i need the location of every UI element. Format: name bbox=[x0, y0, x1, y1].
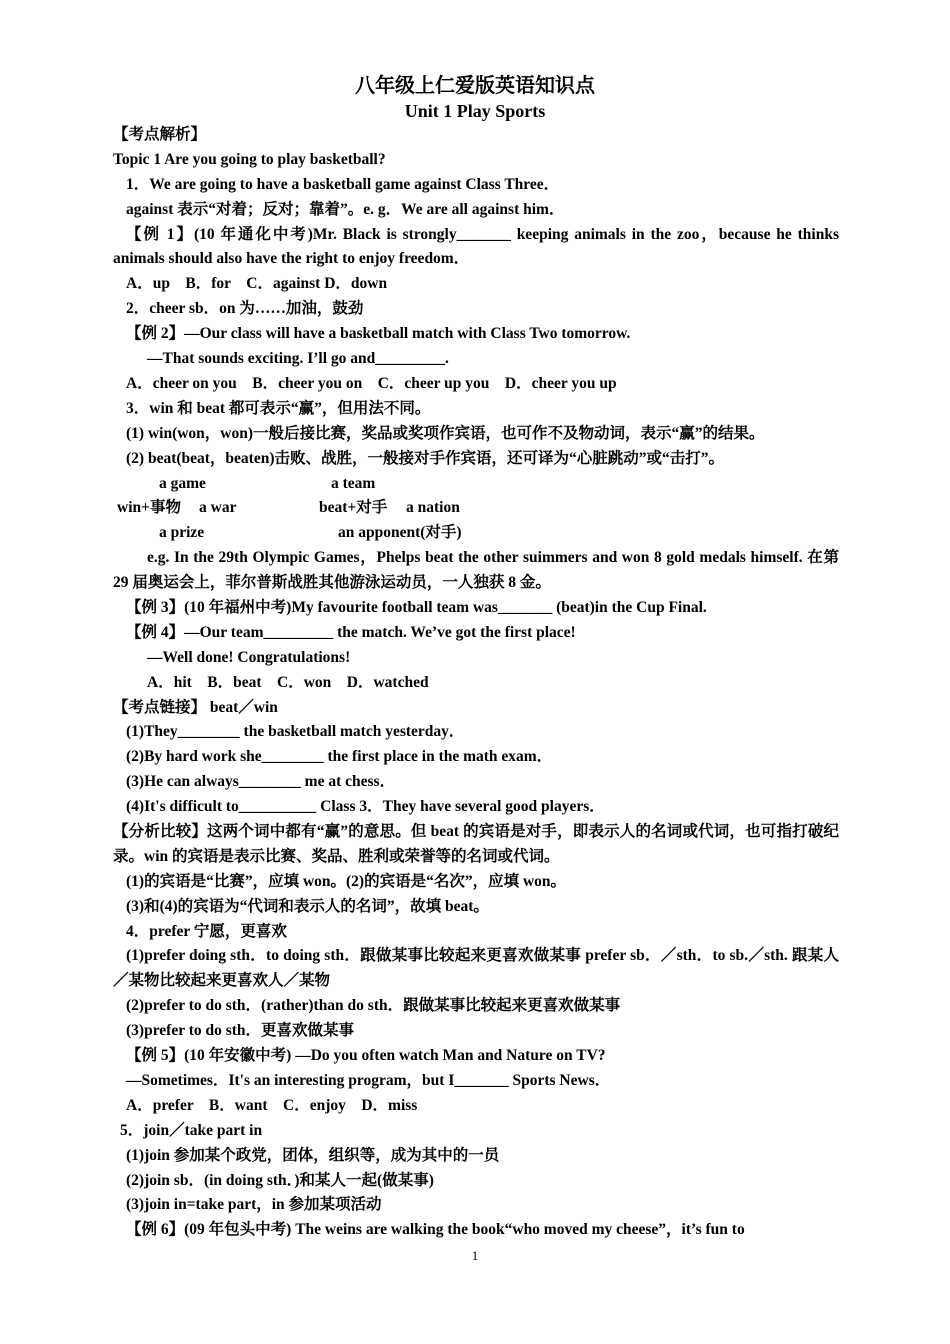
collocation-text: an apponent(对手) bbox=[338, 524, 462, 542]
example-5-options: A．prefer B．want C．enjoy D．miss bbox=[126, 1096, 418, 1114]
collocation-text: beat+对手 bbox=[319, 499, 388, 517]
document-body bbox=[113, 123, 839, 1243]
collocation-text: a war bbox=[199, 499, 237, 517]
analysis-answer-1: (1)的宾语是“比赛”，应填 won。(2)的宾语是“名次”，应填 won。 bbox=[126, 872, 567, 890]
collocation-row-1 bbox=[113, 472, 839, 497]
collocation-text: a nation bbox=[406, 499, 460, 517]
example-4-options: A．hit B．beat C．won D．watched bbox=[147, 673, 429, 691]
example-5-response: —Sometimes．It's an interesting program，but I_______ Sports News． bbox=[126, 1071, 611, 1089]
example-1: 【例 1】(10 年通化中考)Mr. Black is strongly_______ keeping animals in the zoo，because he thinks animals should also have the right to enjoy freedom． bbox=[113, 225, 839, 268]
collocation-text: a team bbox=[331, 474, 376, 492]
point-3-heading: 3．win 和 beat 都可表示“赢”，但用法不同。 bbox=[126, 399, 431, 417]
point-3-beat-usage: (2) beat(beat，beaten)击败、战胜，一般接对手作宾语，还可译为“心脏跳动”或“击打”。 bbox=[126, 449, 725, 467]
page-number: 1 bbox=[471, 1248, 479, 1263]
collocation-text: win+事物 bbox=[117, 499, 181, 517]
collocation-text: a game bbox=[159, 474, 206, 492]
analysis-answer-2: (3)和(4)的宾语为“代词和表示人的名词”，故填 beat。 bbox=[126, 897, 489, 915]
exercise-4: (4)It's difficult to__________ Class 3．They have several good players． bbox=[126, 798, 605, 816]
point-4-usage-1: (1)prefer doing sth．to doing sth．跟做某事比较起来更喜欢做某事 prefer sb．／sth．to sb.／sth. 跟某人／某物比较起来更喜欢人／某物 bbox=[113, 947, 839, 990]
example-2-response: —That sounds exciting. I’ll go and_________. bbox=[147, 350, 449, 368]
example-5-question: 【例 5】(10 年安徽中考) —Do you often watch Man and Nature on TV? bbox=[126, 1047, 606, 1065]
topic-heading: Topic 1 Are you going to play basketball? bbox=[113, 150, 386, 168]
analysis-paragraph: 【分析比较】这两个词中都有“赢”的意思。但 beat 的宾语是对手，即表示人的名词或代词，也可指打破纪录。win 的宾语是表示比赛、奖品、胜利或荣誉等的名词或代词。 bbox=[113, 823, 839, 865]
collocation-row-3 bbox=[113, 521, 839, 546]
point-4-heading: 4．prefer 宁愿，更喜欢 bbox=[126, 922, 287, 940]
collocation-text: a prize bbox=[159, 524, 205, 542]
point-2-heading: 2．cheer sb．on 为……加油，鼓劲 bbox=[126, 300, 364, 318]
collocation-row-2 bbox=[113, 496, 839, 521]
example-3: 【例 3】(10 年福州中考)My favourite football team was_______ (beat)in the Cup Final. bbox=[126, 598, 707, 616]
example-4-response: —Well done! Congratulations! bbox=[147, 648, 351, 666]
point-1-sentence: 1．We are going to have a basketball game against Class Three． bbox=[126, 175, 560, 193]
example-2-question: 【例 2】—Our class will have a basketball match with Class Two tomorrow. bbox=[126, 325, 631, 343]
exercise-3: (3)He can always________ me at chess． bbox=[126, 773, 396, 791]
document-subtitle: Unit 1 Play Sports bbox=[404, 101, 546, 121]
point-5-heading: 5．join／take part in bbox=[120, 1121, 263, 1139]
point-5-usage-1: (1)join 参加某个政党，团体，组织等，成为其中的一员 bbox=[126, 1146, 500, 1164]
link-heading: 【考点链接】 beat／win bbox=[113, 698, 278, 716]
example-4-question: 【例 4】—Our team_________ the match. We’ve got the first place! bbox=[126, 623, 576, 641]
document-title: 八年级上仁爱版英语知识点 bbox=[355, 75, 595, 97]
exercise-2: (2)By hard work she________ the first place in the math exam． bbox=[126, 748, 553, 766]
point-4-usage-3: (3)prefer to do sth．更喜欢做某事 bbox=[126, 1022, 355, 1040]
example-6: 【例 6】(09 年包头中考) The weins are walking the book“who moved my cheese”，it’s fun to bbox=[126, 1221, 745, 1239]
point-3-example-sentence: e.g. In the 29th Olympic Games，Phelps beat the other suimmers and won 8 gold medals himself. 在第 29 届奥运会上，菲尔普斯战胜其他游泳运动员，一人独获 8 金。 bbox=[113, 549, 839, 592]
point-1-explanation: against 表示“对着；反对；靠着”。e. g．We are all against him． bbox=[126, 200, 565, 218]
point-4-usage-2: (2)prefer to do sth．(rather)than do sth．跟做某事比较起来更喜欢做某事 bbox=[126, 997, 621, 1015]
point-5-usage-3: (3)join in=take part，in 参加某项活动 bbox=[126, 1196, 382, 1214]
point-3-win-usage: (1) win(won，won)一般后接比赛，奖品或奖项作宾语，也可作不及物动词，表示“赢”的结果。 bbox=[126, 424, 765, 442]
point-5-usage-2: (2)join sb．(in doing sth．)和某人一起(做某事) bbox=[126, 1171, 434, 1189]
section-heading: 【考点解析】 bbox=[113, 126, 207, 143]
example-1-options: A．up B．for C．against D．down bbox=[126, 275, 388, 293]
example-2-options: A．cheer on you B．cheer you on C．cheer up you D．cheer you up bbox=[126, 374, 617, 392]
exercise-1: (1)They________ the basketball match yesterday． bbox=[126, 723, 465, 741]
